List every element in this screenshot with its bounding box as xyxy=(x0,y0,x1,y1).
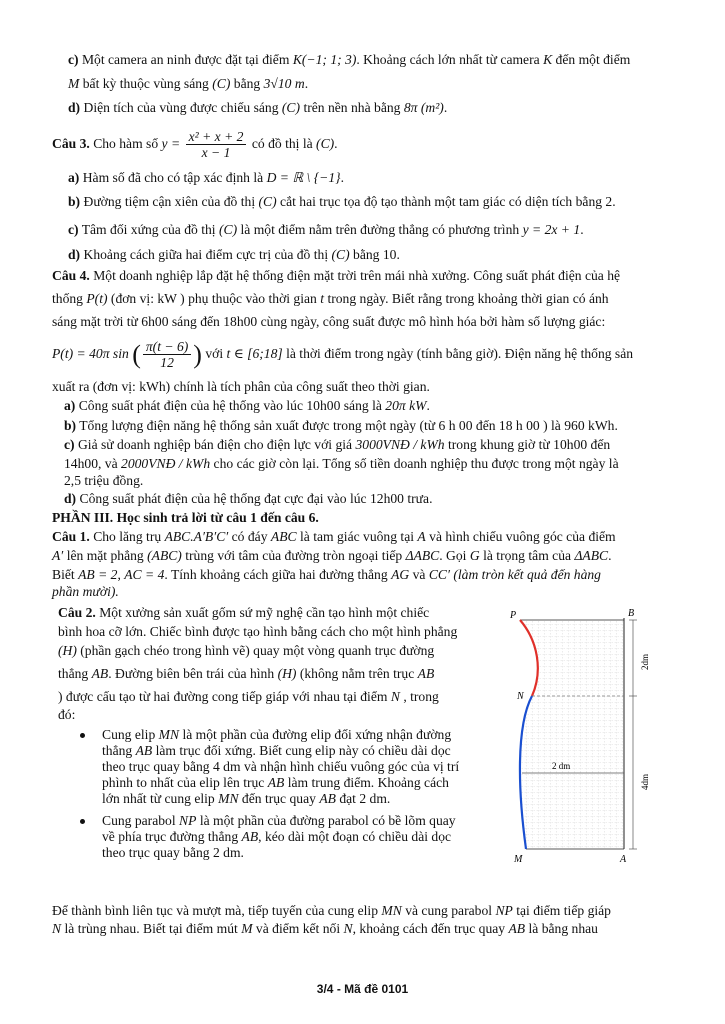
label-B: B xyxy=(628,608,635,619)
q2-l4: thẳng AB. Đường biên bên trái của hình (H) (không nằm trên trục AB xyxy=(58,666,435,681)
paren-right: ) xyxy=(193,339,202,369)
dim-bottom-label: 4dm xyxy=(640,773,650,790)
q4-d: d) Công suất phát điện của hệ thống đạt cực đại vào lúc 12h00 trưa. xyxy=(64,491,433,506)
part3-heading: PHẦN III. Học sinh trả lời từ câu 1 đến câu 6. xyxy=(52,510,319,525)
q3-d: d) Khoảng cách giữa hai điểm cực trị của đồ thị (C) bằng 10. xyxy=(68,247,400,262)
q3-c: c) Tâm đối xứng của đồ thị (C) là một điểm nằm trên đường thẳng có phương trình y = 2x + 1. xyxy=(68,222,584,237)
q4-line2: thống P(t) (đơn vị: kW ) phụ thuộc vào thời gian t trong ngày. Biết rằng trong khoảng thời gian có ánh xyxy=(52,291,609,306)
q3-stem: Câu 3. Cho hàm số y = $\frac{\text{x² + x + 2}}{x - 1}$ có đồ thị là (C). xyxy=(52,129,338,161)
q4-c-line2: 14h00, và 2000VNĐ / kWh cho các giờ còn lại. Tổng số tiền doanh nghiệp thu được trong một ngày là xyxy=(64,456,619,471)
q4-sin-fraction: $\frac{\pi(t - 6)}{12}$ xyxy=(143,339,191,370)
q4-a: a) Công suất phát điện của hệ thống vào lúc 10h00 sáng là 20π kW. xyxy=(64,398,430,413)
q2-l1: Câu 2. Một xưởng sản xuất gốm sứ mỹ nghệ cần tạo hình một chiếc xyxy=(58,605,430,620)
q3-a: a) Hàm số đã cho có tập xác định là D = ℝ \ {−1}. xyxy=(68,170,344,185)
label-P: P xyxy=(510,610,517,621)
q2-c-line1: c) Một camera an ninh được đặt tại điểm K(−1; 1; 3). Khoảng cách lớn nhất từ camera K đến một điểm xyxy=(68,52,631,67)
paren-left: ( xyxy=(132,339,141,369)
page-footer: 3/4 - Mã đề 0101 xyxy=(316,982,409,996)
q4-line5: xuất ra (đơn vị: kWh) chính là tích phân của công suất theo thời gian. xyxy=(52,379,430,394)
bullet-dot xyxy=(80,819,85,824)
bullet-dot xyxy=(80,733,85,738)
q2-l5: ) được cấu tạo từ hai đường cong tiếp giáp với nhau tại điểm N , trong xyxy=(58,689,439,704)
bullet-parabol: Cung parabol NP là một phần của đường parabol có bề lõm quay về phía trục đường thẳng AB, kéo dài một đoạn có chiều dài dọc theo trục quay bằng 2 dm. xyxy=(80,813,460,861)
q2-l6: đó: xyxy=(58,707,76,722)
q3-b: b) Đường tiệm cận xiên của đồ thị (C) cắt hai trục tọa độ tạo thành một tam giác có diện tích bằng 2. xyxy=(68,194,616,209)
part3-q1-note2: phần mười). xyxy=(52,584,119,599)
q4-c-line1: c) Giả sử doanh nghiệp bán điện cho điện lực với giá 3000VNĐ / kWh trong khung giờ từ 10h00 đến xyxy=(64,437,611,452)
bullet-elip: Cung elip MN là một phần của đường elip đối xứng nhận đường thẳng AB làm trục đối xứng. Biết cung elip này có chiều dài dọc theo trục quay bằng 4 dm và nhận hình chiếu vuông góc của vị trí phình to nhất của elip lên trục AB làm trung điểm. Khoảng cách lớn nhất từ cung elip MN đến trục quay AB đạt 2 dm. xyxy=(80,727,460,807)
q4-formula: P(t) = 40π sin ( $\frac{\pi(t - 6)}{12}$ ) với t ∈ [6;18] là thời điểm trong ngày (tính bằng giờ). Điện năng hệ thống sản xyxy=(52,339,634,371)
dim-mid-label: 2 dm xyxy=(552,761,571,771)
label-A: A xyxy=(620,854,627,865)
label-N: N xyxy=(517,691,524,702)
q2-final-line2: N là trùng nhau. Biết tại điểm mút M và điểm kết nối N, khoảng cách đến trục quay AB là bằng nhau xyxy=(52,921,598,936)
dim-top-label: 2dm xyxy=(640,653,650,670)
label-M: M xyxy=(514,854,523,865)
q3-fraction: $\frac{\text{x² + x + 2}}{x - 1}$ xyxy=(186,129,247,160)
part3-q1-line2: A′ lên mặt phẳng (ABC) trùng với tâm của đường tròn ngoại tiếp ΔABC. Gọi G là trọng tâm của ΔABC. xyxy=(52,548,612,563)
q2-c-line2: M bất kỳ thuộc vùng sáng (C) bằng 3√10 m. xyxy=(68,76,309,91)
q4-line1: Câu 4. Một doanh nghiệp lắp đặt hệ thống điện mặt trời trên mái nhà xưởng. Công suất phát điện của hệ xyxy=(52,268,621,283)
q2-l2: bình hoa cỡ lớn. Chiếc bình được tạo hình bằng cách cho một hình phẳng xyxy=(58,624,458,639)
q4-c-line3: 2,5 triệu đồng. xyxy=(64,473,144,488)
vase-figure xyxy=(490,606,690,868)
q2-d-line: d) Diện tích của vùng được chiếu sáng (C) trên nền nhà bằng 8π (m²). xyxy=(68,100,448,115)
part3-q1-line1: Câu 1. Cho lăng trụ ABC.A′B′C′ có đáy ABC là tam giác vuông tại A và hình chiếu vuông góc của điểm xyxy=(52,529,616,544)
q2-final-line1: Để thành bình liên tục và mượt mà, tiếp tuyến của cung elip MN và cung parabol NP tại điểm tiếp giáp xyxy=(52,903,611,918)
q2-l3: (H) (phần gạch chéo trong hình vẽ) quay một vòng quanh trục đường xyxy=(58,643,435,658)
part3-q1-line3: Biết AB = 2, AC = 4. Tính khoảng cách giữa hai đường thẳng AG và CC′ (làm tròn kết quả đến hàng xyxy=(52,567,601,582)
q2-bullet-list xyxy=(80,727,460,861)
q4-b: b) Tổng lượng điện năng hệ thống sản xuất được trong một ngày (từ 6 h 00 đến 18 h 00 ) là 960 kWh. xyxy=(64,418,618,433)
q4-line3: sáng mặt trời từ 6h00 sáng đến 18h00 cùng ngày, công suất được mô hình hóa bởi hàm số lượng giác: xyxy=(52,314,606,329)
